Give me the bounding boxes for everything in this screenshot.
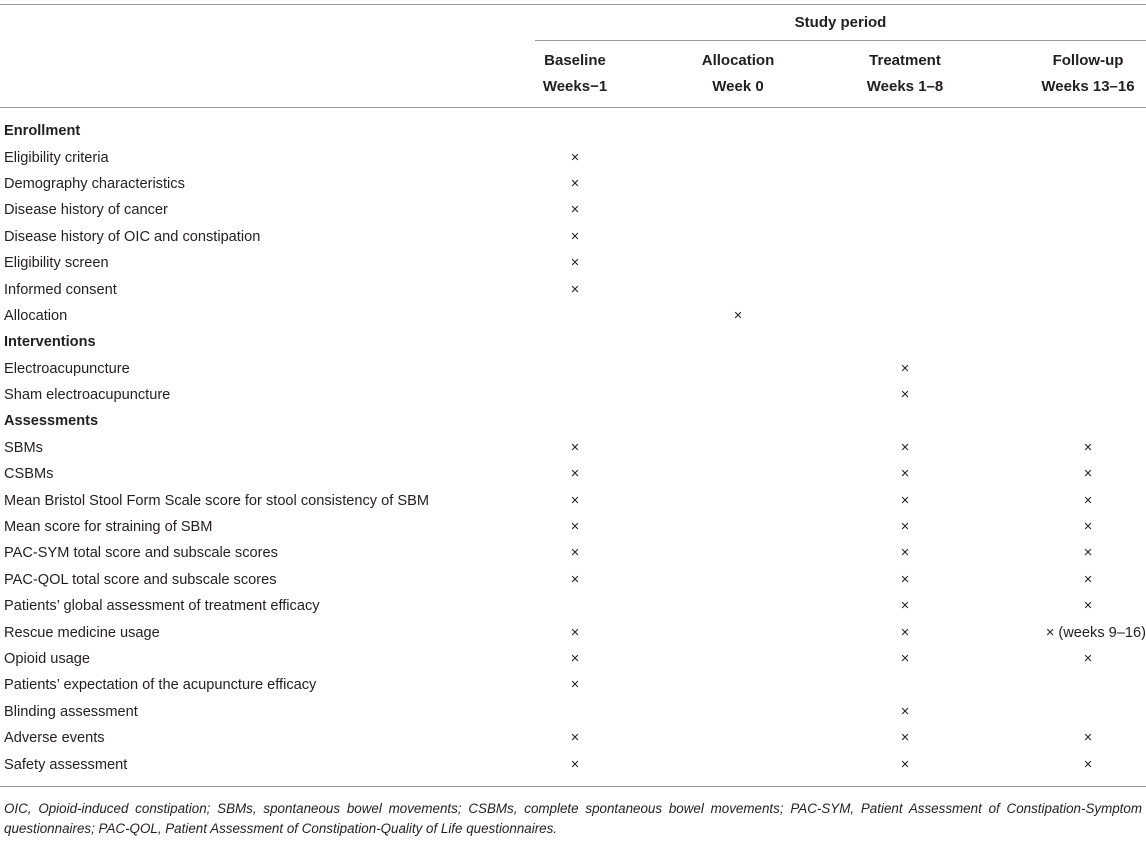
schedule-mark [690, 356, 786, 382]
column-gap [615, 593, 690, 619]
section-row [4, 408, 1146, 434]
row-label: CSBMs [4, 466, 54, 483]
column-header-allocation [690, 48, 786, 100]
column-gap [615, 751, 690, 777]
schedule-mark: × [733, 307, 743, 324]
table-row [4, 487, 1146, 513]
schedule-mark: × [1083, 492, 1093, 509]
column-gap [786, 197, 855, 223]
table-row [4, 224, 1146, 250]
row-label: Blinding assessment [4, 703, 138, 720]
schedule-mark [690, 567, 786, 593]
schedule-mark: × [570, 255, 580, 272]
schedule-mark: × [900, 545, 910, 562]
column-gap [955, 461, 1030, 487]
schedule-mark: × [1083, 519, 1093, 536]
schedule-mark: × [1083, 545, 1093, 562]
column-gap [786, 250, 855, 276]
schedule-mark: × (weeks 9–16) [1045, 624, 1146, 641]
column-gap [786, 514, 855, 540]
column-gap [955, 699, 1030, 725]
schedule-mark: × [900, 571, 910, 588]
schedule-mark [1030, 699, 1146, 725]
column-gap [786, 619, 855, 645]
column-gap [615, 356, 690, 382]
schedule-mark: × [570, 624, 580, 641]
column-gap [955, 118, 1030, 144]
schedule-mark: × [570, 730, 580, 747]
row-label: Safety assessment [4, 756, 128, 773]
column-gap [955, 593, 1030, 619]
table-row [4, 646, 1146, 672]
column-gap [955, 408, 1030, 434]
schedule-mark [855, 329, 955, 355]
schedule-mark [1030, 224, 1146, 250]
column-gap [786, 382, 855, 408]
column-gap [615, 329, 690, 355]
schedule-mark [1030, 171, 1146, 197]
schedule-mark [855, 118, 955, 144]
row-label: Sham electroacupuncture [4, 387, 171, 404]
schedule-mark [690, 751, 786, 777]
column-header-period: Weeks 1–8 [866, 78, 944, 95]
section-label: Enrollment [4, 123, 81, 140]
column-gap [786, 540, 855, 566]
column-gap [786, 224, 855, 250]
column-gap [615, 435, 690, 461]
schedule-mark [690, 646, 786, 672]
schedule-mark: × [570, 545, 580, 562]
schedule-mark [535, 118, 615, 144]
column-gap [955, 487, 1030, 513]
column-gap [786, 118, 855, 144]
column-gap [786, 303, 855, 329]
schedule-mark: × [900, 519, 910, 536]
row-label: Disease history of OIC and constipation [4, 228, 261, 245]
row-label: SBMs [4, 439, 43, 456]
row-label: Patients’ expectation of the acupuncture efficacy [4, 677, 317, 694]
row-label: PAC-SYM total score and subscale scores [4, 545, 278, 562]
column-gap [955, 672, 1030, 698]
column-gap [615, 699, 690, 725]
table-row [4, 751, 1146, 777]
schedule-mark [535, 356, 615, 382]
table-row [4, 197, 1146, 223]
column-gap [615, 250, 690, 276]
schedule-mark [690, 672, 786, 698]
table-bottom-rule [0, 786, 1146, 787]
column-gap [955, 725, 1030, 751]
column-gap [955, 646, 1030, 672]
column-gap [615, 619, 690, 645]
schedule-mark: × [1083, 466, 1093, 483]
schedule-mark [690, 487, 786, 513]
column-gap [615, 540, 690, 566]
column-gap [955, 540, 1030, 566]
study-period-header: Study period [794, 14, 887, 31]
schedule-mark: × [570, 677, 580, 694]
schedule-mark [1030, 118, 1146, 144]
column-gap [955, 171, 1030, 197]
schedule-mark [690, 382, 786, 408]
column-gap [786, 171, 855, 197]
schedule-mark [855, 672, 955, 698]
column-header-name: Treatment [869, 52, 941, 69]
schedule-mark: × [900, 466, 910, 483]
table-row [4, 699, 1146, 725]
schedule-mark: × [900, 624, 910, 641]
column-gap [955, 329, 1030, 355]
column-header-name: Follow-up [1052, 52, 1124, 69]
row-label: Eligibility criteria [4, 149, 109, 166]
column-gap [786, 567, 855, 593]
schedule-mark [690, 593, 786, 619]
schedule-mark [535, 699, 615, 725]
schedule-mark [1030, 382, 1146, 408]
schedule-table-body [4, 118, 1146, 778]
table-row [4, 540, 1146, 566]
column-gap [786, 276, 855, 302]
column-gap [786, 461, 855, 487]
schedule-mark [690, 329, 786, 355]
schedule-mark [1030, 276, 1146, 302]
schedule-mark [855, 250, 955, 276]
column-gap [955, 276, 1030, 302]
schedule-mark [690, 144, 786, 170]
column-header-treatment [855, 48, 955, 100]
column-gap [955, 250, 1030, 276]
schedule-mark: × [570, 466, 580, 483]
schedule-mark [855, 171, 955, 197]
schedule-mark [690, 619, 786, 645]
schedule-mark: × [570, 756, 580, 773]
schedule-mark: × [1083, 756, 1093, 773]
header-bottom-rule [0, 107, 1146, 108]
schedule-mark: × [570, 202, 580, 219]
column-gap [955, 382, 1030, 408]
schedule-mark: × [570, 281, 580, 298]
schedule-mark [1030, 303, 1146, 329]
schedule-mark [535, 408, 615, 434]
table-row [4, 593, 1146, 619]
column-gap [955, 144, 1030, 170]
schedule-mark [690, 540, 786, 566]
table-top-rule [0, 4, 1146, 5]
column-gap [615, 303, 690, 329]
schedule-mark [690, 250, 786, 276]
schedule-mark: × [570, 228, 580, 245]
table-row [4, 619, 1146, 645]
schedule-mark: × [570, 519, 580, 536]
column-gap [615, 408, 690, 434]
section-label: Assessments [4, 413, 99, 430]
table-row [4, 567, 1146, 593]
schedule-table [4, 118, 1146, 778]
schedule-mark: × [570, 651, 580, 667]
column-gap [615, 118, 690, 144]
schedule-mark [690, 699, 786, 725]
column-gap [955, 197, 1030, 223]
row-label: Electroacupuncture [4, 360, 130, 377]
column-header-period: Weeks−1 [542, 78, 608, 95]
schedule-mark: × [570, 571, 580, 588]
column-gap [786, 699, 855, 725]
row-label: Adverse events [4, 730, 105, 747]
table-row [4, 382, 1146, 408]
column-gap [955, 435, 1030, 461]
column-gap [786, 751, 855, 777]
table-footnote: OIC, Opioid-induced constipation; SBMs, spontaneous bowel movements; CSBMs, complete spontaneous bowel movements; PAC-SYM, Patient Assessment of Constipation-Symptom questionnaires; PAC-QOL, Patient Assessment of Constipation-Quality of Life questionnaires. [4, 801, 1142, 836]
schedule-mark [1030, 672, 1146, 698]
schedule-mark: × [570, 492, 580, 509]
schedule-mark [1030, 329, 1146, 355]
section-row [4, 118, 1146, 144]
row-label: Opioid usage [4, 651, 91, 667]
section-row [4, 329, 1146, 355]
schedule-mark: × [900, 756, 910, 773]
schedule-mark [690, 197, 786, 223]
column-gap [615, 672, 690, 698]
schedule-mark [1030, 250, 1146, 276]
schedule-mark [690, 435, 786, 461]
table-row [4, 435, 1146, 461]
column-gap [955, 303, 1030, 329]
schedule-mark [855, 197, 955, 223]
row-label: Mean Bristol Stool Form Scale score for stool consistency of SBM [4, 492, 430, 509]
table-row [4, 461, 1146, 487]
schedule-mark: × [570, 175, 580, 192]
column-gap [786, 329, 855, 355]
schedule-mark [690, 276, 786, 302]
column-gap [786, 408, 855, 434]
column-gap [955, 514, 1030, 540]
schedule-mark [855, 303, 955, 329]
column-header-name: Allocation [701, 52, 775, 69]
column-gap [615, 144, 690, 170]
column-header-period: Week 0 [712, 78, 764, 95]
table-row [4, 171, 1146, 197]
schedule-mark [855, 224, 955, 250]
schedule-mark: × [1083, 598, 1093, 615]
schedule-mark [535, 329, 615, 355]
schedule-mark [1030, 408, 1146, 434]
column-gap [955, 567, 1030, 593]
schedule-mark [690, 118, 786, 144]
study-period-rule [535, 40, 1146, 41]
schedule-mark: × [1083, 571, 1093, 588]
column-header-name: Baseline [544, 52, 606, 69]
column-gap [786, 487, 855, 513]
section-label: Interventions [4, 334, 96, 351]
schedule-mark [855, 276, 955, 302]
column-gap [786, 725, 855, 751]
schedule-mark [535, 593, 615, 619]
schedule-mark: × [900, 387, 910, 404]
table-row [4, 144, 1146, 170]
column-gap [955, 224, 1030, 250]
schedule-mark: × [900, 598, 910, 615]
column-gap [786, 672, 855, 698]
row-label: PAC-QOL total score and subscale scores [4, 571, 277, 588]
schedule-mark: × [900, 439, 910, 456]
column-header-follow-up [1030, 48, 1146, 100]
column-gap [615, 171, 690, 197]
column-gap [786, 593, 855, 619]
schedule-mark [690, 514, 786, 540]
column-gap [615, 567, 690, 593]
column-gap [786, 144, 855, 170]
column-gap [615, 276, 690, 302]
schedule-mark [1030, 144, 1146, 170]
table-row [4, 250, 1146, 276]
table-row [4, 276, 1146, 302]
column-gap [615, 382, 690, 408]
schedule-mark: × [900, 730, 910, 747]
row-label: Informed consent [4, 281, 117, 298]
table-row [4, 672, 1146, 698]
column-gap [955, 619, 1030, 645]
table-row [4, 356, 1146, 382]
row-label: Disease history of cancer [4, 202, 168, 219]
column-gap [615, 725, 690, 751]
row-label: Patients’ global assessment of treatment efficacy [4, 598, 320, 615]
schedule-mark: × [1083, 730, 1093, 747]
schedule-mark: × [900, 651, 910, 667]
schedule-mark [855, 144, 955, 170]
table-row [4, 303, 1146, 329]
row-label: Allocation [4, 307, 68, 324]
column-gap [615, 197, 690, 223]
column-gap [615, 461, 690, 487]
column-gap [615, 514, 690, 540]
schedule-mark: × [570, 149, 580, 166]
row-label: Demography characteristics [4, 175, 185, 192]
schedule-mark: × [900, 360, 910, 377]
column-gap [615, 646, 690, 672]
column-gap [955, 751, 1030, 777]
schedule-mark: × [1083, 651, 1093, 667]
table-row [4, 514, 1146, 540]
column-header-baseline [535, 48, 615, 100]
schedule-mark [535, 303, 615, 329]
column-gap [955, 356, 1030, 382]
schedule-mark [690, 725, 786, 751]
column-gap [786, 356, 855, 382]
table-row [4, 725, 1146, 751]
schedule-mark [690, 408, 786, 434]
column-gap [615, 487, 690, 513]
schedule-mark: × [1083, 439, 1093, 456]
row-label: Rescue medicine usage [4, 624, 160, 641]
schedule-mark: × [900, 492, 910, 509]
schedule-mark [855, 408, 955, 434]
schedule-mark [690, 224, 786, 250]
schedule-mark [535, 382, 615, 408]
row-label: Mean score for straining of SBM [4, 519, 213, 536]
schedule-mark [1030, 197, 1146, 223]
schedule-mark [690, 461, 786, 487]
schedule-mark [690, 171, 786, 197]
column-header-period: Weeks 13–16 [1041, 78, 1135, 95]
schedule-mark: × [900, 703, 910, 720]
schedule-mark [1030, 356, 1146, 382]
row-label: Eligibility screen [4, 255, 109, 272]
column-gap [786, 435, 855, 461]
column-gap [786, 646, 855, 672]
column-gap [615, 224, 690, 250]
schedule-mark: × [570, 439, 580, 456]
